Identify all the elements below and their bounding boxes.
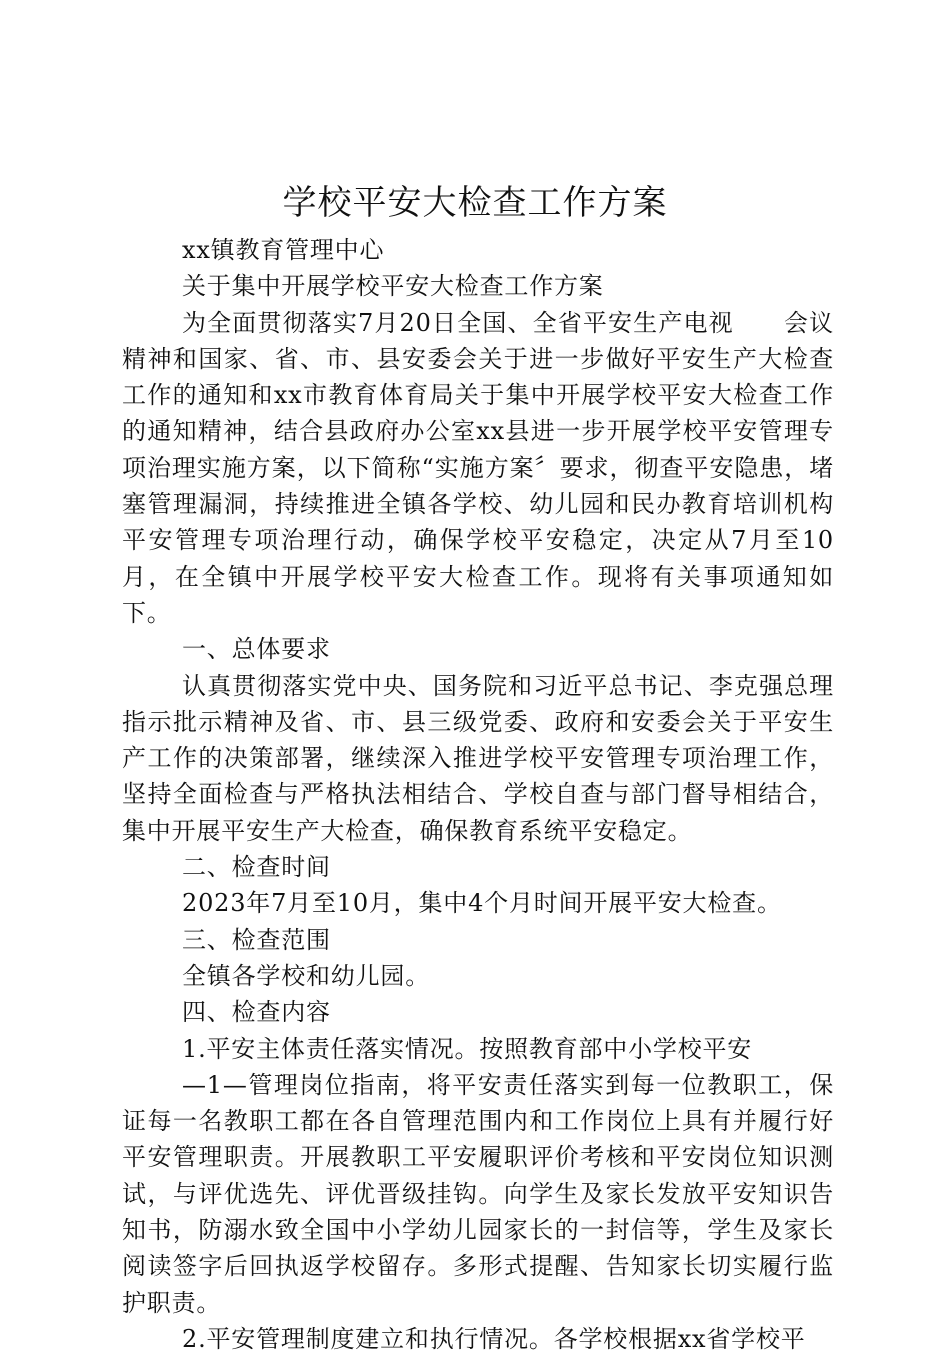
paragraph-subject: 关于集中开展学校平安大检查工作方案 — [182, 272, 604, 301]
paragraph-item-1-title: 1.平安主体责任落实情况。按照教育部中小学校平安 — [182, 1034, 753, 1063]
paragraph-item-1-body: —1—管理岗位指南，将平安责任落实到每一位教职工，保证每一名教职工都在各自管理范围内和工作岗位上具有并履行好平安管理职责。开展教职工平安履职评价考核和平安岗位知识测试，与评优选先、评优晋级挂钩。向学生及家长发放平安知识告知书，防溺水致全国中小学幼儿园家长的一封信等，学生及家长阅读签字后回执返学校留存。多形式提醒、告知家长切实履行监护职责。 — [122, 1070, 834, 1317]
heading-inspection-content: 四、检查内容 — [182, 998, 331, 1027]
paragraph-intro: 为全面贯彻落实7月20日全国、全省平安生产电视 会议精神和国家、省、市、县安委会关于进一步做好平安生产大检查工作的通知和xx市教育体育局关于集中开展学校平安大检查工作的通知精神，结合县政府办公室xx县进一步开展学校平安管理专项治理实施方案，以下简称“实施方案〞要求，彻查平安隐患，堵塞管理漏洞，持续推进全镇各学校、幼儿园和民办教育培训机构平安管理专项治理行动，确保学校平安稳定，决定从7月至10月，在全镇中开展学校平安大检查工作。现将有关事项通知如下。 — [122, 308, 834, 627]
paragraph-inspection-time: 2023年7月至10月，集中4个月时间开展平安大检查。 — [182, 889, 782, 918]
document-title: 学校平安大检查工作方案 — [282, 183, 668, 223]
paragraph-issuer: xx镇教育管理中心 — [182, 236, 385, 264]
heading-general-requirements: 一、总体要求 — [182, 635, 331, 664]
heading-inspection-time: 二、检查时间 — [182, 853, 331, 882]
document-body — [122, 232, 834, 1357]
paragraph-general-requirements: 认真贯彻落实党中央、国务院和习近平总书记、李克强总理指示批示精神及省、市、县三级党委、政府和安委会关于平安生产工作的决策部署，继续深入推进学校平安管理专项治理工作，坚持全面检查与严格执法相结合、学校自查与部门督导相结合，集中开展平安生产大检查，确保教育系统平安稳定。 — [122, 671, 834, 845]
paragraph-item-2: 2.平安管理制度建立和执行情况。各学校根据xx省学校平 — [182, 1324, 806, 1353]
paragraph-inspection-scope: 全镇各学校和幼儿园。 — [182, 961, 430, 990]
heading-inspection-scope: 三、检查范围 — [182, 925, 331, 954]
